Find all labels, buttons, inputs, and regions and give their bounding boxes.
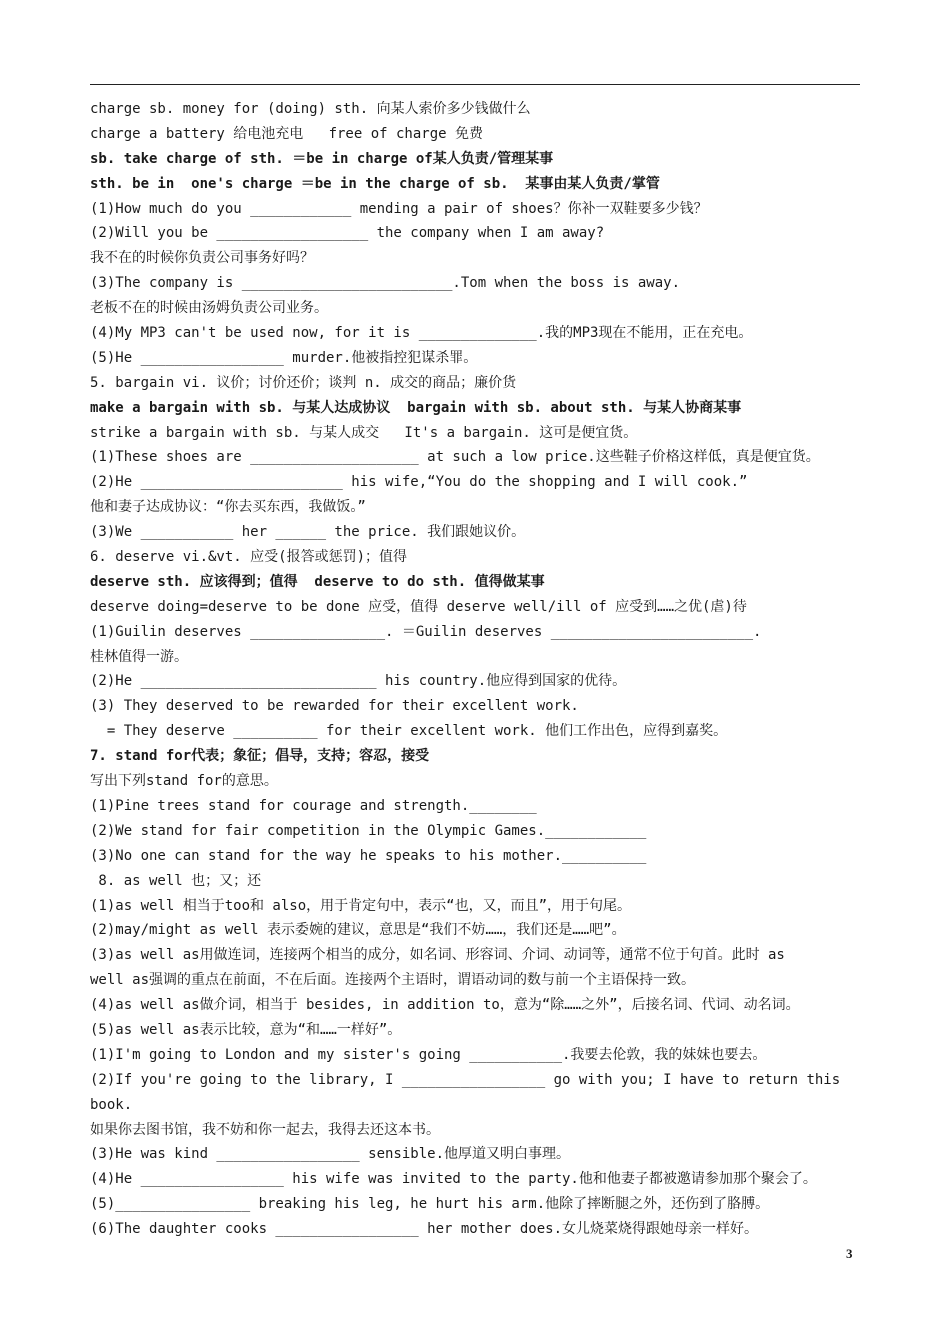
text-line: (4)My MP3 can't be used now, for it is ______________.我的MP3现在不能用，正在充电。 — [90, 325, 753, 342]
text-line: (1)as well 相当于too和 also，用于肯定句中，表示“也，又，而且”，用于句尾。 — [90, 897, 632, 914]
text-line: (2)may/might as well 表示委婉的建议，意思是“我们不妨……，我们还是……吧”。 — [90, 922, 626, 939]
text-line: (2)He ________________________ his wife,“You do the shopping and I will cook.” — [90, 474, 748, 491]
text-line: (1)How much do you ____________ mending a pair of shoes？你补一双鞋要多少钱？ — [90, 200, 708, 217]
text-line: 桂林值得一游。 — [90, 648, 188, 665]
text-line: charge a battery 给电池充电 free of charge 免费 — [90, 125, 484, 142]
text-line: (1)Pine trees stand for courage and strength.________ — [90, 797, 537, 814]
text-line: (2)Will you be __________________ the company when I am away? — [90, 225, 605, 242]
text-line: (1)I'm going to London and my sister's going ___________.我要去伦敦，我的妹妹也要去。 — [90, 1046, 767, 1063]
text-line: 如果你去图书馆，我不妨和你一起去，我得去还这本书。 — [90, 1121, 440, 1138]
page-number: 3 — [846, 1246, 853, 1261]
text-line: (5)He _________________ murder.他被指控犯谋杀罪。 — [90, 349, 478, 366]
text-line: (4)as well as做介词，相当于 besides, in addition to，意为“除……之外”，后接名词、代词、动名词。 — [90, 997, 800, 1014]
text-line: (6)The daughter cooks _________________ her mother does.女儿烧菜烧得跟她母亲一样好。 — [90, 1221, 759, 1238]
text-line: (5)as well as表示比较，意为“和……一样好”。 — [90, 1021, 402, 1038]
text-line: sb. take charge of sth. ＝be in charge of某人负责/管理某事 — [90, 150, 554, 167]
text-line: (1)Guilin deserves ________________. ＝Guilin deserves ________________________. — [90, 623, 762, 640]
text-line: 7. stand for代表；象征；倡导，支持；容忍，接受 — [90, 748, 430, 765]
text-line: sth. be in one's charge ＝be in the charge of sb. 某事由某人负责/掌管 — [90, 175, 660, 192]
text-body — [90, 97, 865, 1242]
text-line: (4)He _________________ his wife was invited to the party.他和他妻子都被邀请参加那个聚会了。 — [90, 1171, 817, 1188]
text-line: (3) They deserved to be rewarded for their excellent work. — [90, 698, 579, 715]
text-line: (3)We ___________ her ______ the price. 我们跟她议价。 — [90, 524, 526, 541]
text-line: 写出下列stand for的意思。 — [90, 773, 278, 790]
text-line: (3)as well as用做连词，连接两个相当的成分，如名词、形容词、介词、动词等，通常不位于句首。此时 as — [90, 947, 785, 964]
text-line: (2)He ____________________________ his country.他应得到国家的优待。 — [90, 673, 627, 690]
text-line: (5)________________ breaking his leg, he hurt his arm.他除了摔断腿之外，还伤到了胳膊。 — [90, 1196, 770, 1213]
text-line: 5. bargain vi. 议价；讨价还价；谈判 n. 成交的商品；廉价货 — [90, 374, 517, 391]
text-line: deserve doing=deserve to be done 应受，值得 deserve well/ill of 应受到……之优(虐)待 — [90, 598, 747, 615]
text-line: strike a bargain with sb. 与某人成交 It's a bargain. 这可是便宜货。 — [90, 424, 638, 441]
text-line: book. — [90, 1096, 133, 1113]
text-line: = They deserve __________ for their excellent work. 他们工作出色，应得到嘉奖。 — [90, 723, 728, 740]
text-line: (3)The company is _________________________.Tom when the boss is away. — [90, 275, 681, 292]
text-line: (1)These shoes are ____________________ at such a low price.这些鞋子价格这样低，真是便宜货。 — [90, 449, 820, 466]
text-line: deserve sth. 应该得到；值得 deserve to do sth. 值得做某事 — [90, 573, 545, 590]
text-line: 他和妻子达成协议：“你去买东西，我做饭。” — [90, 499, 366, 516]
text-line: (3)He was kind _________________ sensible.他厚道又明白事理。 — [90, 1146, 571, 1163]
text-line: well as强调的重点在前面，不在后面。连接两个主语时，谓语动词的数与前一个主语保持一致。 — [90, 972, 695, 989]
text-line: 老板不在的时候由汤姆负责公司业务。 — [90, 300, 328, 317]
text-line: charge sb. money for (doing) sth. 向某人索价多少钱做什么 — [90, 101, 531, 117]
text-line: (3)No one can stand for the way he speaks to his mother.__________ — [90, 847, 647, 864]
text-line: make a bargain with sb. 与某人达成协议 bargain with sb. about sth. 与某人协商某事 — [90, 399, 742, 416]
text-line: 8. as well 也；又；还 — [90, 872, 262, 889]
text-line: 我不在的时候你负责公司事务好吗？ — [90, 250, 314, 267]
text-line: (2)We stand for fair competition in the Olympic Games.____________ — [90, 822, 647, 839]
text-line: 6. deserve vi.&vt. 应受(报答或惩罚)；值得 — [90, 549, 408, 566]
header-rule — [90, 84, 860, 85]
text-line: (2)If you're going to the library, I _________________ go with you; I have to return this — [90, 1071, 841, 1088]
